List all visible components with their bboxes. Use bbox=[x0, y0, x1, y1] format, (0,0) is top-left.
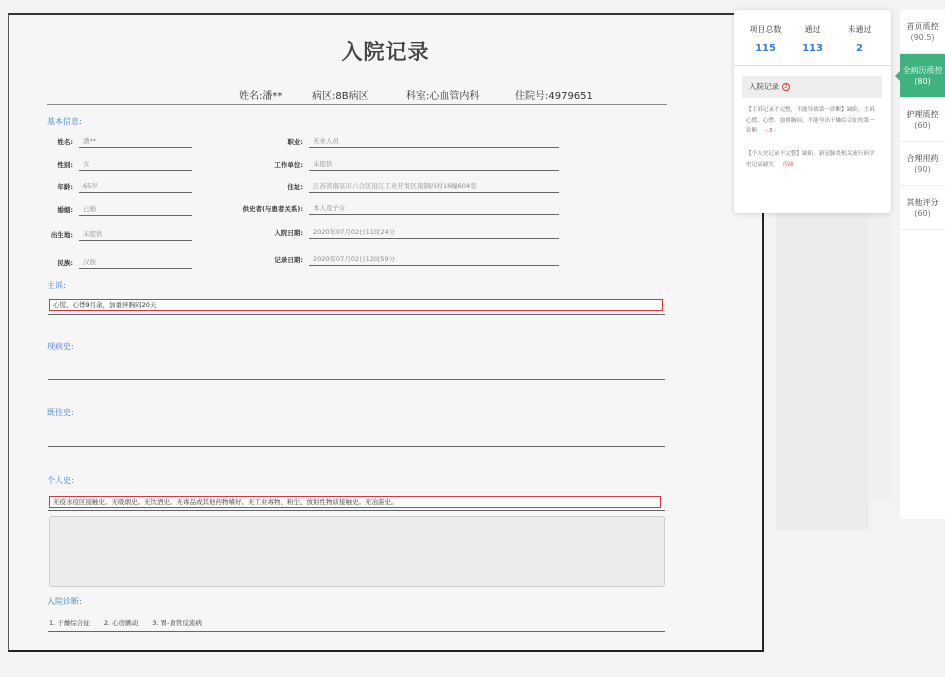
record-date-field[interactable]: 2020年07月02日12时59分 bbox=[309, 254, 559, 266]
tab-score: (90.5) bbox=[910, 33, 935, 42]
stat-total-value: 115 bbox=[755, 43, 776, 54]
informant-label: 供史者(与患者关系): bbox=[242, 205, 303, 213]
past-history-field[interactable] bbox=[48, 446, 665, 447]
marital-label: 婚姻: bbox=[57, 206, 73, 214]
birthplace-field[interactable]: 未提供 bbox=[79, 229, 192, 241]
qc-section-header[interactable] bbox=[742, 76, 882, 98]
error-count-badge: 2 bbox=[782, 83, 790, 91]
tab-score: (60) bbox=[914, 209, 931, 218]
popup-divider bbox=[734, 65, 891, 66]
qc-message-text: 【主诉记录不完整，不能导致第一诊断】缺陷：主诉心慌、心悸、加重胸闷，不能导出干燥综合征的第一诊断 bbox=[746, 107, 875, 134]
section-basic-info: 基本信息: bbox=[47, 117, 82, 126]
tab-rational-medication[interactable] bbox=[900, 142, 945, 186]
present-illness-field[interactable] bbox=[48, 379, 665, 380]
gender-label: 性别: bbox=[57, 161, 73, 169]
tab-label: 合理用药 bbox=[906, 154, 939, 163]
age-field[interactable]: 65岁 bbox=[79, 181, 192, 193]
stat-passed-label: 通过 bbox=[804, 25, 821, 34]
header-divider bbox=[47, 104, 667, 105]
employer-label: 工作单位: bbox=[274, 161, 303, 169]
tab-score: (90) bbox=[914, 165, 931, 174]
admit-date-label: 入院日期: bbox=[274, 229, 303, 237]
stat-passed-value: 113 bbox=[802, 43, 823, 54]
record-date-label: 记录日期: bbox=[274, 256, 303, 264]
diagnosis-item: 3. 胃-食管反流病 bbox=[152, 619, 202, 627]
qc-message-score: -.5 bbox=[765, 128, 773, 134]
qc-message-score: 丙级 bbox=[781, 161, 794, 168]
ethnicity-label: 民族: bbox=[57, 259, 73, 267]
tab-label: 护理质控 bbox=[906, 110, 939, 119]
marital-field[interactable]: 已婚 bbox=[79, 204, 192, 216]
patient-dept: 科室:心血管内科 bbox=[406, 91, 480, 102]
gender-field[interactable]: 女 bbox=[79, 159, 192, 171]
stat-passed bbox=[789, 24, 836, 54]
admission-record-document bbox=[8, 13, 764, 652]
qc-message-text: 【个人史记录不完整】缺陷：新冠肺炎相关流行病学史记录缺失 bbox=[746, 151, 875, 168]
qc-section-title: 入院记录 bbox=[749, 82, 779, 91]
address-label: 住址: bbox=[287, 183, 303, 191]
admit-date-field[interactable]: 2020年07月02日11时24分 bbox=[309, 227, 559, 239]
patient-ward: 病区:8B病区 bbox=[312, 91, 369, 102]
diagnosis-item: 2. 心房颤动 bbox=[103, 619, 139, 627]
section-present-illness: 现病史: bbox=[47, 342, 74, 351]
tab-homepage-qc[interactable] bbox=[900, 10, 945, 54]
section-personal-history: 个人史: bbox=[47, 476, 74, 485]
section-diagnosis: 入院诊断: bbox=[47, 597, 82, 606]
personal-history-field[interactable]: 无疫水疫区接触史。无吸烟史。无饮酒史。无毒品或其他药物嗜好。无工业毒物、粉尘、放射性物质接触史。无冶游史。 bbox=[49, 496, 661, 508]
age-label: 年龄: bbox=[57, 183, 73, 191]
section-past-history: 既往史: bbox=[47, 408, 74, 417]
chief-complaint-underline bbox=[48, 314, 665, 315]
background-panel-strip bbox=[869, 200, 891, 500]
tab-label: 全病历质控 bbox=[902, 66, 943, 75]
stat-failed-label: 未通过 bbox=[847, 25, 872, 34]
diagnosis-list bbox=[49, 618, 214, 627]
diagnosis-item: 1. 干燥综合征 bbox=[49, 619, 90, 627]
tab-full-record-qc[interactable] bbox=[900, 54, 945, 98]
tab-label: 首页质控 bbox=[906, 22, 939, 31]
notes-textarea[interactable] bbox=[49, 516, 665, 587]
stat-failed bbox=[836, 24, 883, 54]
employer-field[interactable]: 未提供 bbox=[309, 159, 559, 171]
qc-message[interactable] bbox=[746, 149, 878, 170]
stat-total bbox=[742, 24, 789, 54]
stat-failed-value: 2 bbox=[856, 43, 863, 54]
occupation-field[interactable]: 无业人员 bbox=[309, 136, 559, 148]
page-title: 入院记录 bbox=[341, 40, 430, 64]
qc-sidebar bbox=[900, 10, 945, 519]
qc-message[interactable] bbox=[746, 105, 878, 137]
birthplace-label: 出生地: bbox=[50, 231, 73, 239]
address-field[interactable]: 江苏省南京市六合区沿江工业开发区南钢四村16幢604室 bbox=[309, 181, 559, 193]
tab-nursing-qc[interactable] bbox=[900, 98, 945, 142]
section-chief-complaint: 主诉: bbox=[47, 281, 66, 290]
tab-other-scores[interactable] bbox=[900, 186, 945, 230]
qc-stats bbox=[742, 24, 883, 54]
patient-name: 姓名:潘** bbox=[239, 91, 283, 102]
informant-field[interactable]: 本人及子女 bbox=[309, 203, 559, 215]
personal-history-underline bbox=[48, 510, 665, 511]
background-panel bbox=[776, 200, 869, 530]
stat-total-label: 项目总数 bbox=[749, 25, 782, 34]
ethnicity-field[interactable]: 汉族 bbox=[79, 257, 192, 269]
chief-complaint-field[interactable]: 心慌、心悸9月余，加重伴胸闷20天 bbox=[49, 299, 663, 311]
name-label: 姓名: bbox=[57, 138, 73, 146]
admission-number: 住院号:4979651 bbox=[515, 91, 593, 102]
qc-result-popup bbox=[734, 10, 891, 213]
diagnosis-underline bbox=[48, 631, 665, 632]
occupation-label: 职业: bbox=[287, 138, 303, 146]
tab-label: 其他评分 bbox=[906, 198, 939, 207]
tab-score: (60) bbox=[914, 121, 931, 130]
tab-score: (80) bbox=[914, 77, 931, 86]
name-field[interactable]: 潘** bbox=[79, 136, 192, 148]
